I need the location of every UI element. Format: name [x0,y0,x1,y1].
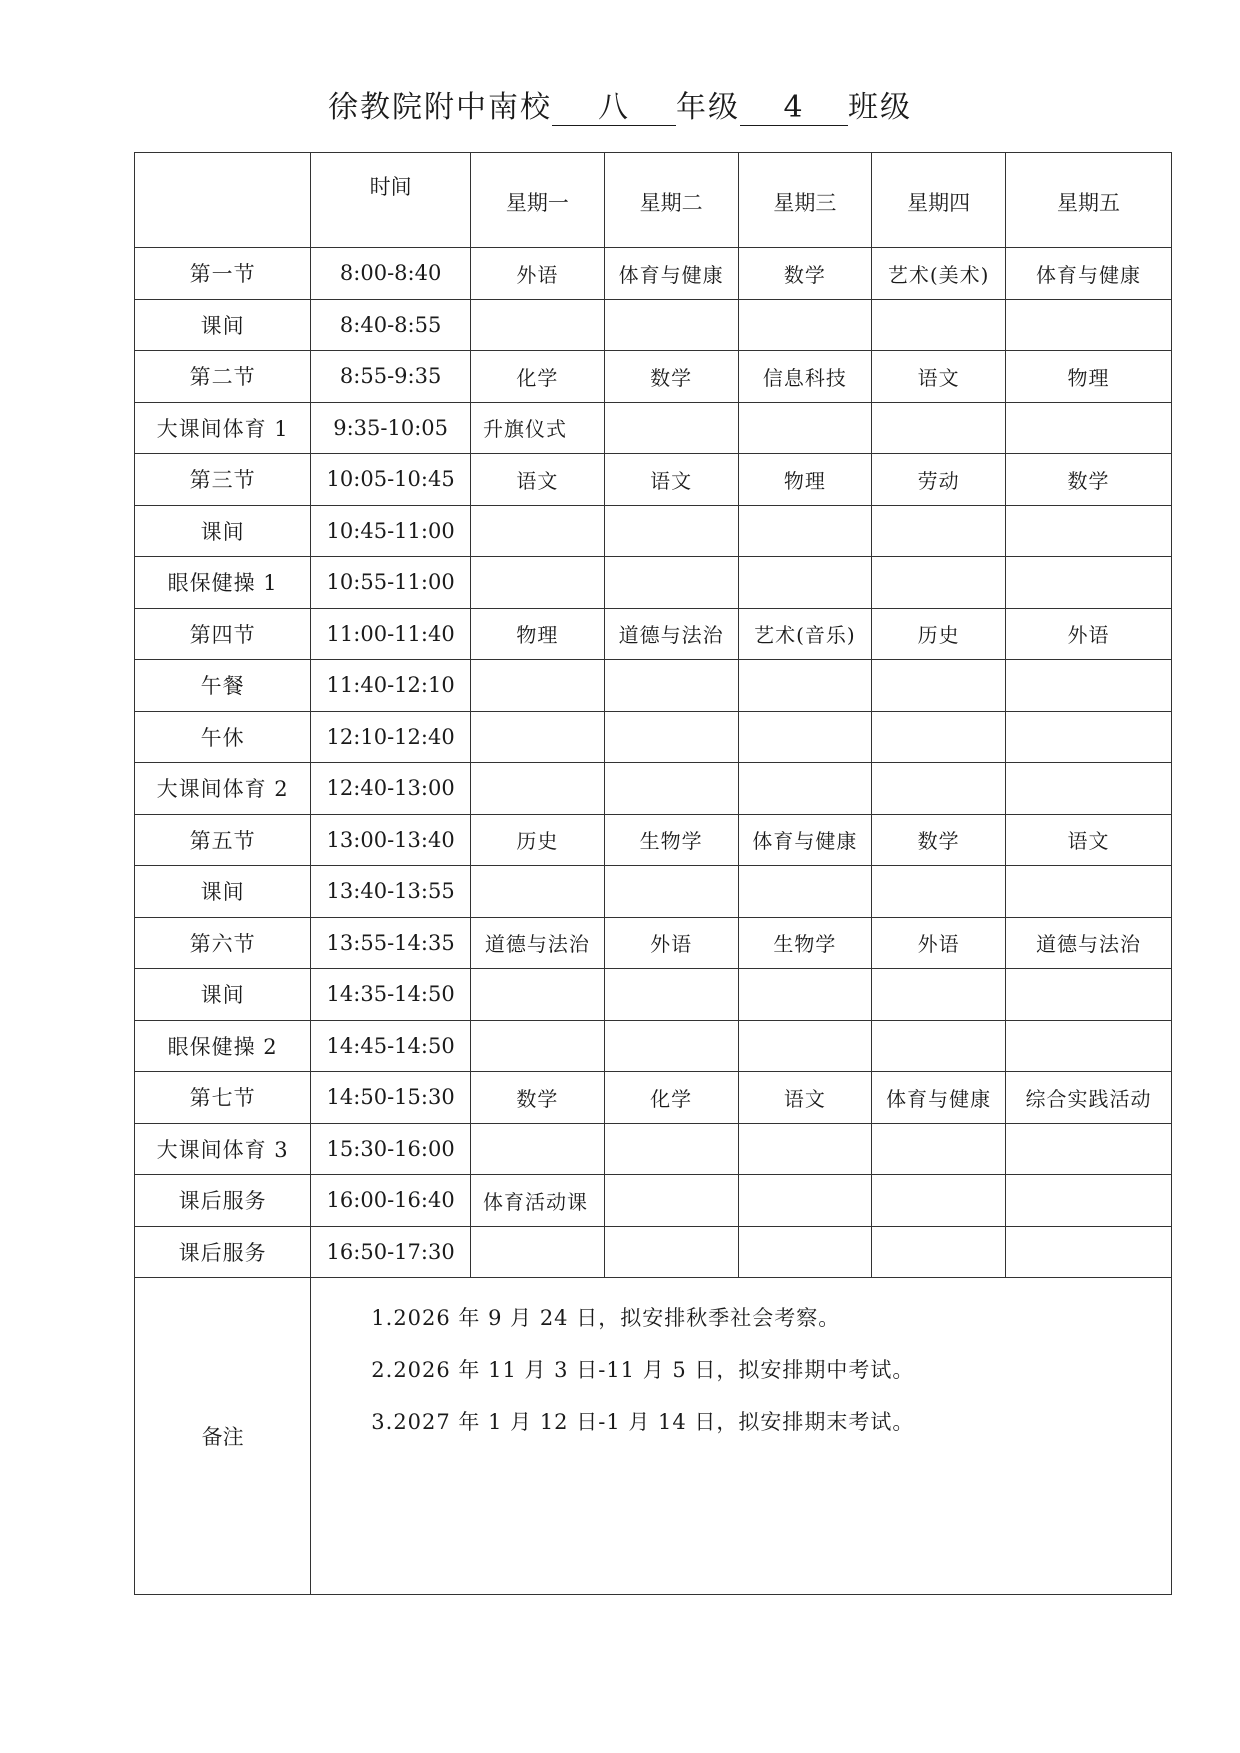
subject-cell-thu: 外语 [872,917,1006,969]
grade-value: 八 [552,91,676,126]
subject-cell-tue [604,711,738,763]
subject-cell-tue [604,299,738,351]
subject-cell-tue: 生物学 [604,814,738,866]
header-row [135,153,1172,248]
table-row [135,351,1172,403]
period-label: 大课间体育 3 [135,1123,311,1175]
notes-label: 备注 [135,1278,311,1595]
period-label: 第七节 [135,1072,311,1124]
table-row [135,402,1172,454]
subject-cell-wed [738,763,872,815]
subject-cell-fri [1006,402,1172,454]
period-time: 16:50-17:30 [311,1226,471,1278]
subject-cell-thu [872,299,1006,351]
subject-cell-tue: 道德与法治 [604,608,738,660]
page-title [0,82,1240,126]
subject-cell-tue [604,505,738,557]
subject-cell-wed [738,299,872,351]
table-row [135,557,1172,609]
timetable-body [135,153,1172,1595]
subject-cell-mon: 历史 [470,814,604,866]
subject-cell-wed: 体育与健康 [738,814,872,866]
period-time: 15:30-16:00 [311,1123,471,1175]
period-time: 14:35-14:50 [311,969,471,1021]
table-row [135,454,1172,506]
grade-label: 年级 [676,90,740,125]
day-header-wed: 星期三 [738,153,872,248]
subject-cell-mon [470,505,604,557]
subject-cell-fri [1006,660,1172,712]
subject-cell-fri: 体育与健康 [1006,248,1172,300]
subject-cell-fri: 语文 [1006,814,1172,866]
class-label: 班级 [848,90,912,125]
table-row [135,1123,1172,1175]
subject-cell-thu [872,1175,1006,1227]
period-time: 13:55-14:35 [311,917,471,969]
subject-cell-mon: 化学 [470,351,604,403]
subject-cell-thu [872,660,1006,712]
subject-cell-thu: 历史 [872,608,1006,660]
subject-cell-mon: 升旗仪式 [470,402,604,454]
subject-cell-mon [470,969,604,1021]
subject-cell-fri: 道德与法治 [1006,917,1172,969]
subject-cell-thu: 劳动 [872,454,1006,506]
subject-cell-tue [604,1175,738,1227]
period-label: 第二节 [135,351,311,403]
subject-cell-mon: 物理 [470,608,604,660]
subject-cell-wed: 生物学 [738,917,872,969]
subject-cell-mon [470,763,604,815]
period-time: 14:45-14:50 [311,1020,471,1072]
period-label: 午餐 [135,660,311,712]
note-line: 2.2026 年 11 月 3 日-11 月 5 日，拟安排期中考试。 [371,1358,915,1382]
day-header-thu: 星期四 [872,153,1006,248]
subject-cell-mon: 语文 [470,454,604,506]
period-label: 课间 [135,299,311,351]
subject-cell-wed [738,1175,872,1227]
subject-cell-mon [470,1123,604,1175]
period-time: 12:10-12:40 [311,711,471,763]
subject-cell-tue [604,660,738,712]
period-label: 课间 [135,505,311,557]
period-time: 13:40-13:55 [311,866,471,918]
period-label: 大课间体育 1 [135,402,311,454]
subject-cell-fri: 综合实践活动 [1006,1072,1172,1124]
table-row [135,505,1172,557]
period-label: 课后服务 [135,1175,311,1227]
period-label: 第六节 [135,917,311,969]
subject-cell-tue: 数学 [604,351,738,403]
subject-cell-fri [1006,1123,1172,1175]
notes-row [135,1278,1172,1595]
period-time: 16:00-16:40 [311,1175,471,1227]
subject-cell-thu [872,402,1006,454]
period-label: 午休 [135,711,311,763]
subject-cell-tue: 体育与健康 [604,248,738,300]
subject-cell-mon: 数学 [470,1072,604,1124]
corner-cell [135,153,311,248]
subject-cell-mon [470,1226,604,1278]
period-label: 大课间体育 2 [135,763,311,815]
subject-cell-mon [470,660,604,712]
subject-cell-mon: 体育活动课 [470,1175,604,1227]
subject-cell-thu: 艺术(美术) [872,248,1006,300]
subject-cell-wed [738,557,872,609]
subject-cell-mon [470,711,604,763]
period-label: 课间 [135,969,311,1021]
table-row [135,1072,1172,1124]
subject-cell-tue [604,969,738,1021]
table-row [135,711,1172,763]
subject-cell-fri [1006,299,1172,351]
subject-cell-wed [738,866,872,918]
subject-cell-tue [604,866,738,918]
period-time: 10:45-11:00 [311,505,471,557]
period-label: 第一节 [135,248,311,300]
subject-cell-tue [604,402,738,454]
subject-cell-thu [872,505,1006,557]
subject-cell-thu: 体育与健康 [872,1072,1006,1124]
subject-cell-fri [1006,711,1172,763]
subject-cell-wed [738,969,872,1021]
subject-cell-mon [470,299,604,351]
subject-cell-tue [604,557,738,609]
subject-cell-fri [1006,1226,1172,1278]
table-row [135,866,1172,918]
day-header-tue: 星期二 [604,153,738,248]
subject-cell-wed: 物理 [738,454,872,506]
class-value: 4 [740,91,848,126]
subject-cell-mon: 外语 [470,248,604,300]
period-label: 课后服务 [135,1226,311,1278]
subject-cell-fri [1006,763,1172,815]
subject-cell-thu [872,1020,1006,1072]
subject-cell-thu [872,866,1006,918]
subject-cell-thu [872,969,1006,1021]
subject-cell-fri [1006,969,1172,1021]
period-time: 11:40-12:10 [311,660,471,712]
subject-cell-thu [872,763,1006,815]
subject-cell-wed [738,660,872,712]
subject-cell-thu: 数学 [872,814,1006,866]
subject-cell-fri: 数学 [1006,454,1172,506]
subject-cell-fri [1006,866,1172,918]
subject-cell-wed [738,1226,872,1278]
table-row [135,660,1172,712]
subject-cell-tue [604,1020,738,1072]
subject-cell-wed: 信息科技 [738,351,872,403]
subject-cell-tue [604,1226,738,1278]
period-time: 14:50-15:30 [311,1072,471,1124]
table-row [135,1020,1172,1072]
day-header-mon: 星期一 [470,153,604,248]
subject-cell-mon: 道德与法治 [470,917,604,969]
period-time: 10:55-11:00 [311,557,471,609]
period-label: 眼保健操 1 [135,557,311,609]
subject-cell-thu [872,1123,1006,1175]
subject-cell-thu [872,1226,1006,1278]
period-time: 8:40-8:55 [311,299,471,351]
period-time: 8:00-8:40 [311,248,471,300]
subject-cell-mon [470,1020,604,1072]
subject-cell-tue [604,1123,738,1175]
table-row [135,814,1172,866]
subject-cell-tue: 语文 [604,454,738,506]
subject-cell-wed [738,402,872,454]
period-time: 12:40-13:00 [311,763,471,815]
period-label: 眼保健操 2 [135,1020,311,1072]
period-label: 课间 [135,866,311,918]
subject-cell-thu: 语文 [872,351,1006,403]
subject-cell-thu [872,711,1006,763]
period-time: 10:05-10:45 [311,454,471,506]
subject-cell-thu [872,557,1006,609]
note-line: 3.2027 年 1 月 12 日-1 月 14 日，拟安排期末考试。 [371,1410,915,1434]
subject-cell-wed [738,1123,872,1175]
subject-cell-wed [738,711,872,763]
subject-cell-fri: 物理 [1006,351,1172,403]
timetable [134,152,1172,1595]
subject-cell-fri [1006,1020,1172,1072]
table-row [135,763,1172,815]
subject-cell-wed: 艺术(音乐) [738,608,872,660]
school-name: 徐教院附中南校 [328,90,552,125]
period-label: 第五节 [135,814,311,866]
subject-cell-wed: 语文 [738,1072,872,1124]
period-label: 第四节 [135,608,311,660]
period-label: 第三节 [135,454,311,506]
subject-cell-fri: 外语 [1006,608,1172,660]
period-time: 11:00-11:40 [311,608,471,660]
day-header-fri: 星期五 [1006,153,1172,248]
table-row [135,969,1172,1021]
table-row [135,1175,1172,1227]
subject-cell-wed [738,505,872,557]
subject-cell-wed [738,1020,872,1072]
table-row [135,299,1172,351]
period-time: 8:55-9:35 [311,351,471,403]
table-row [135,608,1172,660]
table-row [135,917,1172,969]
subject-cell-tue [604,763,738,815]
notes-body [311,1278,1172,1595]
table-row [135,1226,1172,1278]
subject-cell-tue: 化学 [604,1072,738,1124]
subject-cell-mon [470,557,604,609]
note-line: 1.2026 年 9 月 24 日，拟安排秋季社会考察。 [371,1306,841,1330]
table-row [135,248,1172,300]
subject-cell-mon [470,866,604,918]
subject-cell-wed: 数学 [738,248,872,300]
subject-cell-tue: 外语 [604,917,738,969]
period-time: 9:35-10:05 [311,402,471,454]
subject-cell-fri [1006,557,1172,609]
subject-cell-fri [1006,1175,1172,1227]
time-header: 时间 [311,153,471,248]
period-time: 13:00-13:40 [311,814,471,866]
subject-cell-fri [1006,505,1172,557]
